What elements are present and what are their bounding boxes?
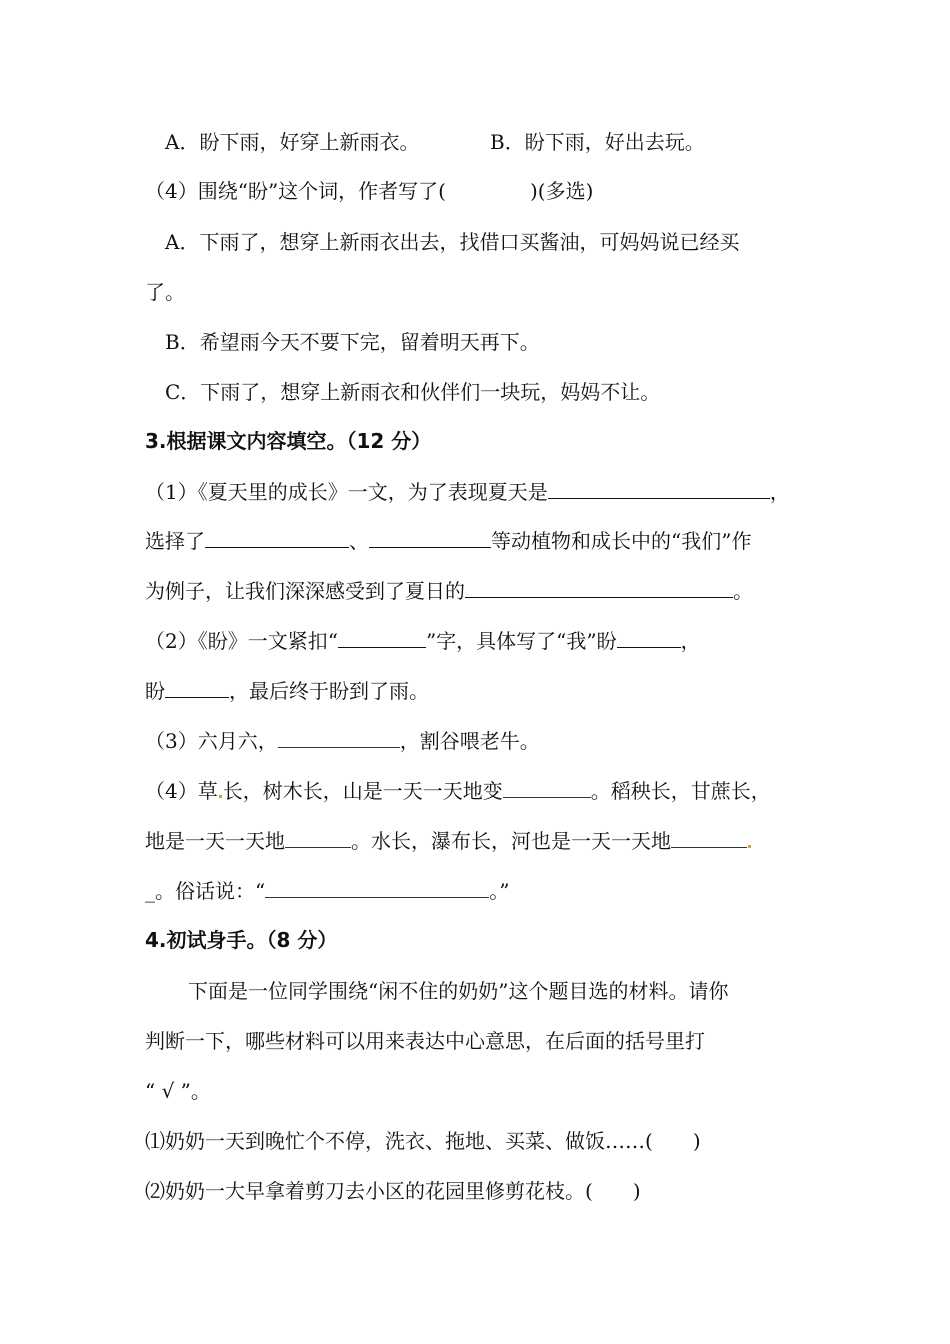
fill-blank[interactable] [278,729,400,748]
q3-s2-line2 [145,677,429,705]
question-text: （4）围绕“盼”这个词，作者写了( [145,179,446,203]
question-text: 长，树木长，山是一天一天地变 [222,779,503,803]
section-heading: 4.初试身手。（8 分） [145,928,338,952]
q4-intro-line1 [188,977,728,1005]
option-text: B．希望雨今天不要下完，留着明天再下。 [165,330,540,354]
fill-blank[interactable] [617,629,681,648]
question-text: （2）《盼》一文紧扣“ [145,629,338,653]
option-text: 了。 [145,280,185,304]
q3-s3 [145,727,540,755]
item-text: ⑵奶奶一大早拿着剪刀去小区的花园里修剪花枝。( [145,1179,593,1203]
q4-intro-line3 [145,1077,211,1105]
question-text: 地是一天一天地 [145,829,285,853]
mark-dot [748,845,751,848]
question-text: ，割谷喂老牛。 [399,729,540,753]
question-text: 盼 [145,679,165,703]
section-heading: 3.根据课文内容填空。（12 分） [145,429,432,453]
question-text: （3）六月六， [145,729,278,753]
question-text: 、 [349,529,369,553]
q3-s1-line1 [145,478,790,506]
q3-s4-line1 [145,777,771,805]
question-text: 等动植物和成长中的“我们”作 [491,529,752,553]
q4-item-1 [145,1127,701,1155]
q3-s4-line3 [145,877,509,905]
question-text: 。” [489,879,510,903]
q4-title [145,926,337,954]
instruction-text: “ √ ”。 [145,1079,211,1103]
q3-title [145,427,431,455]
question-text: ”字，具体写了“我”盼 [425,629,617,653]
fill-blank[interactable] [465,579,733,598]
q2-sub4-option-c [165,378,660,406]
q3-s4-line2 [145,827,752,855]
instruction-text: 判断一下，哪些材料可以用来表达中心意思，在后面的括号里打 [145,1029,705,1053]
question-text: 选择了 [145,529,205,553]
item-text: ) [632,1179,641,1203]
question-text: 。水长，瀑布长，河也是一天一天地 [351,829,671,853]
q2-sub4-option-b [165,328,540,356]
question-text: )(多选) [529,179,594,203]
question-text: （4）草 [145,779,218,803]
fill-blank[interactable] [205,529,349,548]
q3-s1-line3 [145,577,753,605]
fill-blank[interactable] [285,829,351,848]
question-text: ， [769,480,790,504]
fill-blank[interactable] [671,829,747,848]
question-text: 。稻秧长，甘蔗长， [590,779,771,803]
question-text: 。 [733,579,753,603]
q3-s2-line1 [145,627,701,655]
item-text: ⑴奶奶一天到晚忙个不停，洗衣、拖地、买菜、做饭……( [145,1129,653,1153]
fill-blank[interactable] [265,879,489,898]
fill-blank[interactable] [369,529,491,548]
option-text: A．盼下雨，好穿上新雨衣。 [165,130,420,154]
q2-sub4-option-a [165,228,739,256]
option-text: B．盼下雨，好出去玩。 [490,130,705,154]
item-text: ) [692,1129,701,1153]
fill-blank[interactable] [548,480,770,499]
fill-blank[interactable] [165,679,229,698]
option-text: A．下雨了，想穿上新雨衣出去，找借口买酱油，可妈妈说已经买 [165,230,740,254]
question-text: （1）《夏天里的成长》一文，为了表现夏天是 [145,480,548,504]
q2-sub4-question [145,177,593,205]
question-text: 为例子，让我们深深感受到了夏日的 [145,579,465,603]
q4-item-2 [145,1177,641,1205]
fill-blank[interactable] [503,779,591,798]
q2-option-a [165,128,419,156]
q2-sub4-option-a-cont [145,278,185,306]
question-text: ，最后终于盼到了雨。 [229,679,429,703]
question-text: ， [680,629,701,653]
option-text: C．下雨了，想穿上新雨衣和伙伴们一块玩，妈妈不让。 [165,380,661,404]
question-text: _。俗话说：“ [145,879,266,903]
q2-option-b [490,128,705,156]
q4-intro-line2 [145,1027,705,1055]
fill-blank[interactable] [338,629,426,648]
q3-s1-line2 [145,527,751,555]
mark-dot [219,795,222,798]
instruction-text: 下面是一位同学围绕“闲不住的奶奶”这个题目选的材料。请你 [188,979,729,1003]
